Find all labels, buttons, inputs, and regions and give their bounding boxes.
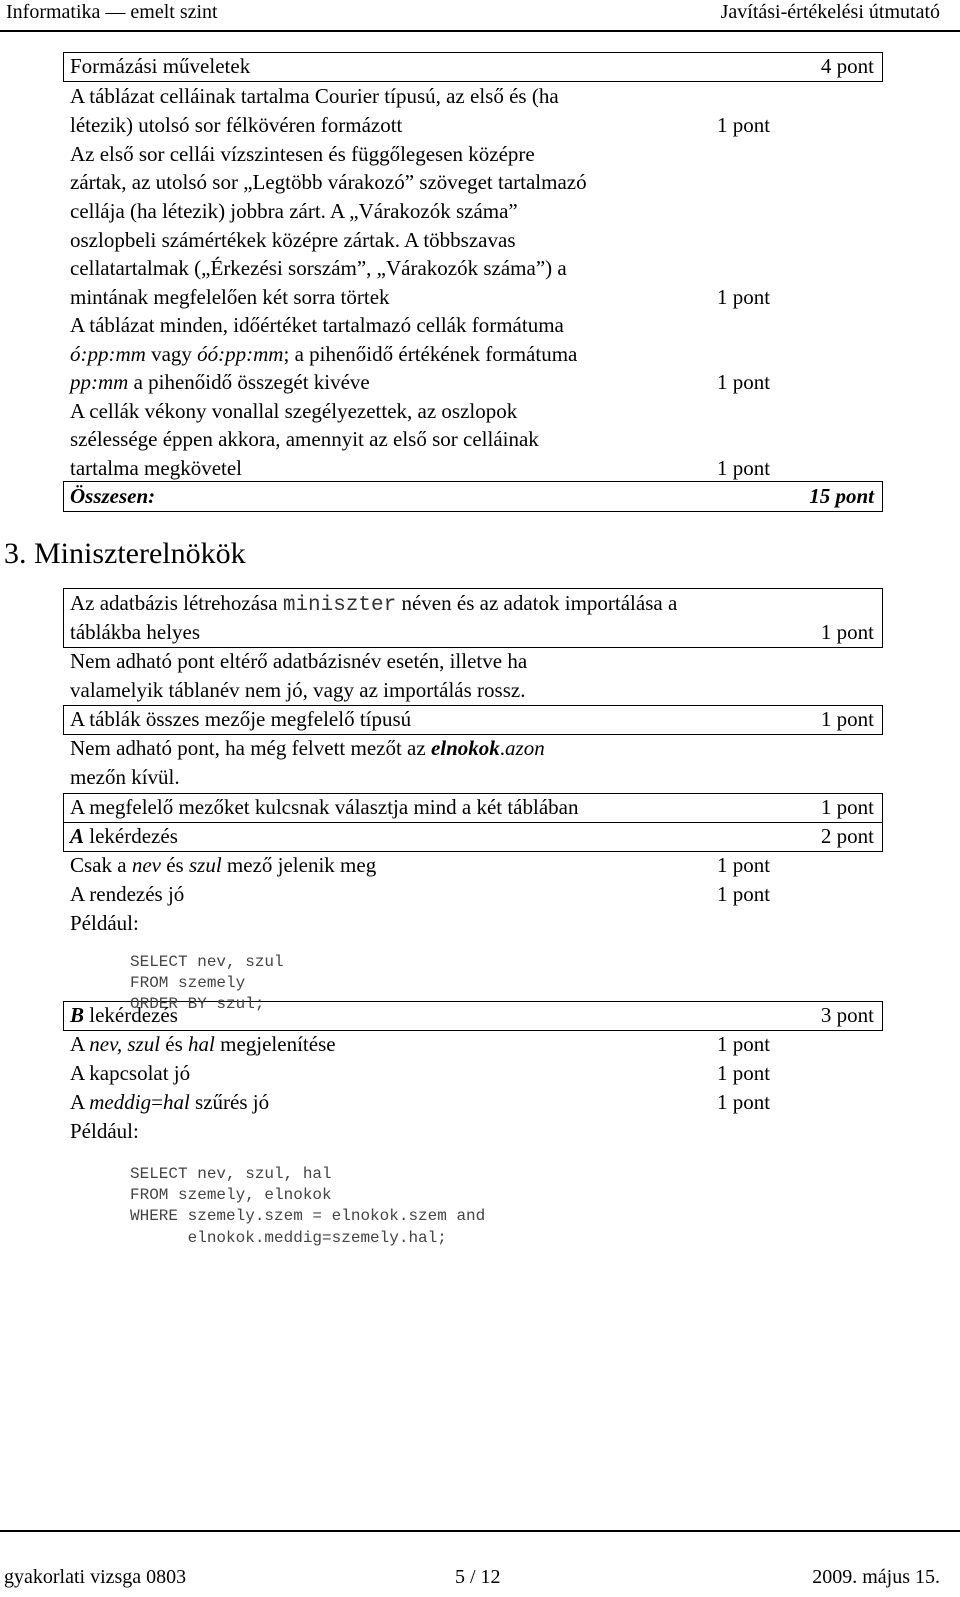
query-a-example-label: Például: [70,911,139,935]
query-b-item-2-points: 1 pont [717,1061,771,1085]
formatting-item-4-line-2: szélessége éppen akkora, amennyit az első sor celláinak [70,427,539,451]
formatting-item-2-line-4: oszlopbeli számértékek középre zártak. A többszavas [70,228,516,252]
types-note-line-2: mezőn kívül. [70,765,180,789]
query-a-label: A lekérdezés [70,824,178,848]
query-a-code-line-3: ORDER BY szul; [130,995,265,1013]
query-b-code-line-2: FROM szemely, elnokok [130,1186,332,1204]
query-a-item-2-points: 1 pont [717,882,771,906]
import-line-1: Az adatbázis létrehozása miniszter néven és az adatok importálása a [70,591,678,617]
formatting-item-2-points: 1 pont [717,285,771,309]
formatting-item-1-line-1: A táblázat celláinak tartalma Courier típusú, az első és (ha [70,84,559,108]
keys-label: A megfelelő mezőket kulcsnak választja mind a két táblában [70,795,579,819]
formatting-item-2-line-5: cellatartalmak („Érkezési sorszám”, „Várakozók száma”) a [70,256,567,280]
query-a-code-line-1: SELECT nev, szul [130,953,284,971]
formatting-title: Formázási műveletek [70,54,251,78]
formatting-item-3-line-2: ó:pp:mm vagy óó:pp:mm; a pihenőidő értékének formátuma [70,342,578,366]
formatting-item-4-points: 1 pont [717,456,771,480]
formatting-item-3-points: 1 pont [717,370,771,394]
formatting-item-4-line-1: A cellák vékony vonallal szegélyezettek, az oszlopok [70,399,518,423]
footer-rule [0,1530,960,1532]
query-a-item-1-points: 1 pont [717,853,771,877]
header-rule [0,30,960,32]
query-b-code-line-3: WHERE szemely.szem = elnokok.szem and [130,1207,486,1225]
import-line-2: táblákba helyes [70,620,201,644]
query-b-points: 3 pont [820,1003,874,1027]
query-a-points: 2 pont [820,824,874,848]
formatting-item-3-line-3: pp:mm a pihenőidő összegét kivéve [70,370,370,394]
keys-points: 1 pont [820,795,874,819]
query-b-code-line-1: SELECT nev, szul, hal [130,1165,332,1183]
import-points: 1 pont [820,620,874,644]
formatting-item-2-line-1: Az első sor cellái vízszintesen és függőlegesen középre [70,142,535,166]
types-label: A táblák összes mezője megfelelő típusú [70,707,412,731]
query-b-label: B lekérdezés [70,1003,178,1027]
query-a-item-1: Csak a nev és szul mező jelenik meg [70,853,377,877]
footer-center: 5 / 12 [455,1566,501,1588]
query-b-item-3-points: 1 pont [717,1090,771,1114]
query-a-box [63,822,883,852]
formatting-item-1-line-2: létezik) utolsó sor félkövéren formázott [70,113,403,137]
formatting-item-2-line-2: zártak, az utolsó sor „Legtöbb várakozó” szöveget tartalmazó [70,170,587,194]
total-label: Összesen: [70,484,156,508]
formatting-item-2-line-3: cellája (ha létezik) jobbra zárt. A „Várakozók száma” [70,199,518,223]
import-note-line-1: Nem adható pont eltérő adatbázisnév esetén, illetve ha [70,649,528,673]
footer-left: gyakorlati vizsga 0803 [4,1566,187,1588]
query-b-item-3: A meddig=hal szűrés jó [70,1090,270,1114]
query-b-item-1: A nev, szul és hal megjelenítése [70,1032,336,1056]
total-points: 15 pont [809,484,874,508]
query-a-code-line-2: FROM szemely [130,974,246,992]
formatting-item-3-line-1: A táblázat minden, időértéket tartalmazó cellák formátuma [70,313,564,337]
query-b-code-line-4: elnokok.meddig=szemely.hal; [130,1229,447,1247]
header-left: Informatika — emelt szint [6,1,218,23]
types-points: 1 pont [820,707,874,731]
query-b-example-label: Például: [70,1119,139,1143]
formatting-item-2-line-6: mintának megfelelően két sorra törtek [70,285,390,309]
formatting-item-4-line-3: tartalma megkövetel [70,456,243,480]
query-b-item-1-points: 1 pont [717,1032,771,1056]
section-3-title: 3. Miniszterelnökök [4,537,246,570]
footer-right: 2009. május 15. [812,1566,940,1588]
total-box [63,481,883,512]
query-a-item-2: A rendezés jó [70,882,185,906]
query-b-item-2: A kapcsolat jó [70,1061,191,1085]
formatting-title-points: 4 pont [820,54,874,78]
types-note-line-1: Nem adható pont, ha még felvett mezőt az elnokok.azon [70,736,545,760]
formatting-item-1-points: 1 pont [717,113,771,137]
import-note-line-2: valamelyik táblanév nem jó, vagy az importálás rossz. [70,678,526,702]
header-right: Javítási-értékelési útmutató [720,1,940,23]
